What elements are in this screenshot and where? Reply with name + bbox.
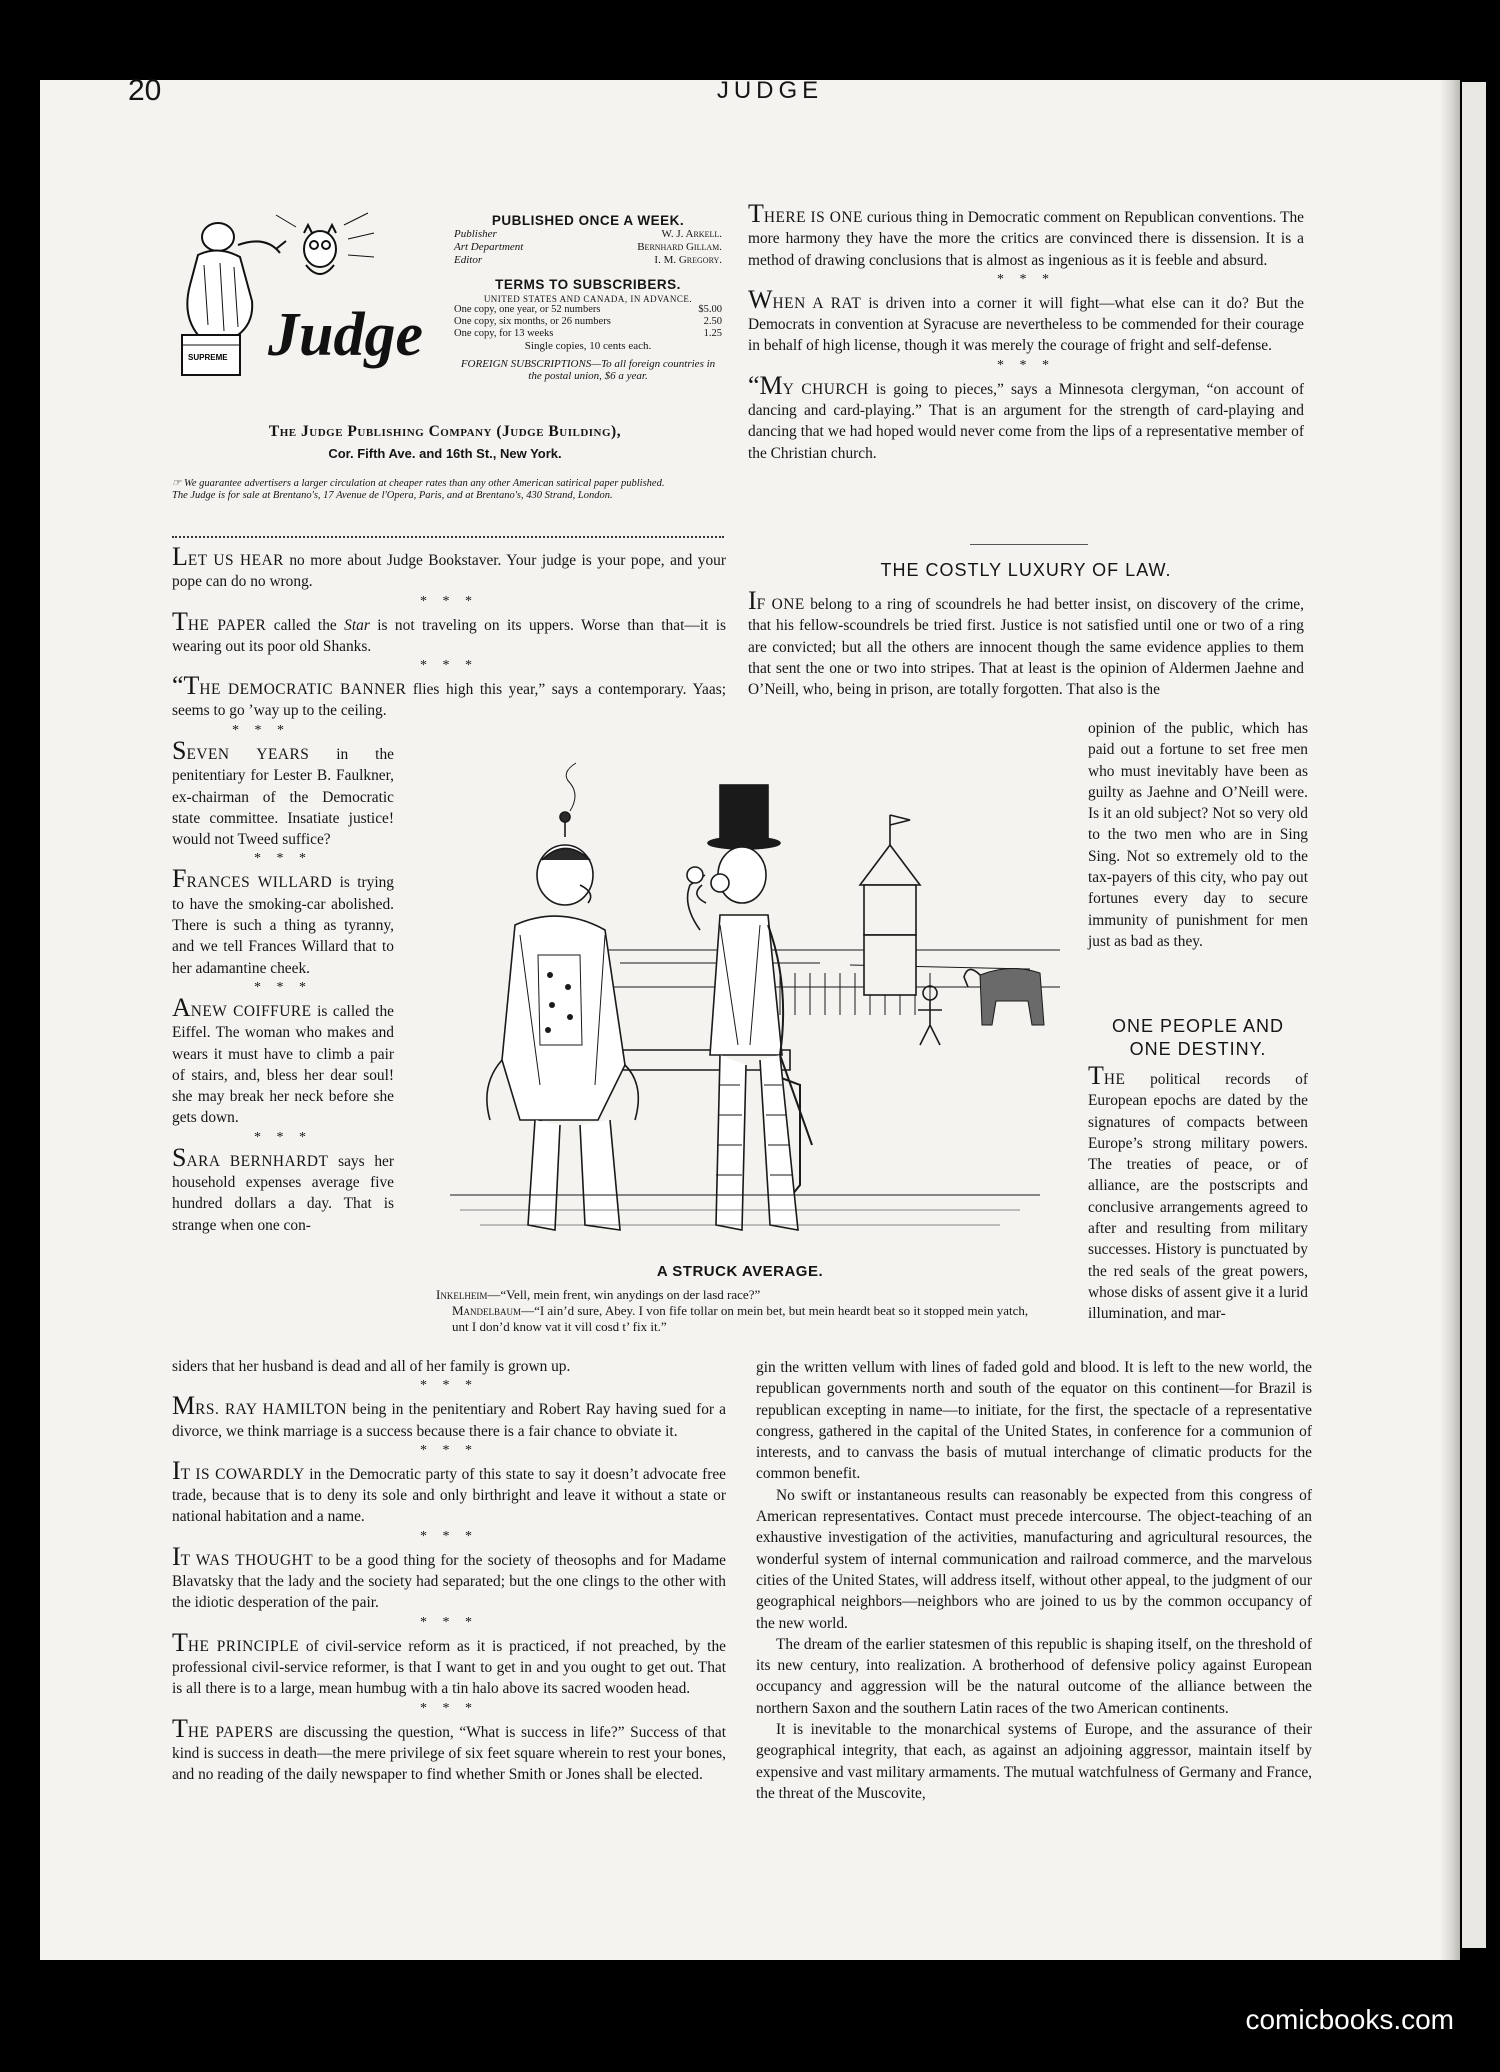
cartoon-caption <box>436 1287 1046 1335</box>
logo-wordmark: Judge <box>268 301 423 369</box>
paragraph-destiny-1: gin the written vellum with lines of faded gold and blood. It is left to the new world, the republican governments north and south of the equator on this continent—for Brazil is republican excepting in name—to initiate, for the first, the spectacle of a representative congress, gathered in the capital of the United States, in conference for a communion of interests, and to canvass the basis of mutual interchange of climatic products for the common benefit. <box>756 1359 1312 1483</box>
paragraph-destiny-3: The dream of the earlier statesmen of this republic is shaping itself, on the threshold of its new century, into realization. A brotherhood of defensive policy against European occupancy and aggression will be the natural outcome of the alliance between the northern Saxon and the southern Latin races of the two American continents. <box>756 1635 1312 1717</box>
publisher-address: Cor. Fifth Ave. and 16th St., New York. <box>328 446 562 461</box>
wavy-rule <box>172 530 724 538</box>
rate-row: One copy, one year, or 52 numbers $5.00 <box>454 304 722 315</box>
staff-row: Art Department Bernhard Gillam. <box>454 241 722 253</box>
advertiser-notice: ☞ We guarantee advertisers a larger circulation at cheaper rates than any other American satirical paper published. The Judge is for sale at Brentano's, 17 Avenue de l'Opera, Paris, and at Brentano's, 430 Strand, London. <box>172 478 665 501</box>
pointing-hand-icon: ☞ <box>172 478 182 489</box>
paragraph-costly-continued: opinion of the public, which has paid out a fortune to set free men who must inevitably have been as guilty as Jaehne and O’Neill were. Is it an old subject? Not so very old to the two men who are in Sing Sing. Not so extremely old to the tax-payers of this city, who pay out fortunes every day to secure immunity of punishment for men just as bad as they. <box>1088 720 1308 950</box>
separator: * * * <box>420 1700 478 1716</box>
publisher-company: The Judge Publishing Company (Judge Building), <box>268 423 622 440</box>
paragraph-harmony: THERE IS ONE curious thing in Democratic comment on Republican conventions. The more harmony they have the more the critics are convinced there is dissension. It is a method of drawing conclusions that is almost as ingenious as it is feeble and absurd. <box>748 199 1304 269</box>
paragraph-success: THE PAPERS are discussing the question, “What is success in life?” Success of that kind is success in death—the mere privilege of six feet square wherein to rest your bones, and no reading of the daily newspaper to find whether Smith or Jones shall be elected. <box>172 1713 726 1784</box>
separator: * * * <box>997 357 1055 373</box>
paragraph-faulkner: SEVEN YEARS in the penitentiary for Lester B. Faulkner, ex-chairman of the Democratic state committee. Insatiate justice! would not Tweed suffice? <box>172 736 394 849</box>
right-column-upper <box>748 199 1304 464</box>
paragraph-star: THE PAPER called the Star is not traveling on its uppers. Worse than that—it is wearing out its poor old Shanks. <box>172 606 726 655</box>
masthead-info <box>454 213 722 382</box>
costly-article <box>748 586 1304 700</box>
separator: * * * <box>232 723 290 738</box>
separator: * * * <box>997 271 1055 287</box>
staff-list <box>454 228 722 267</box>
separator: * * * <box>420 658 478 674</box>
paragraph-hamilton: MRS. RAY HAMILTON being in the penitentiary and Robert Ray having sued for a divorce, we think marriage is a success because there is a fair chance to obviate it. <box>172 1391 726 1440</box>
costly-heading: THE COSTLY LUXURY OF LAW. <box>880 560 1172 580</box>
terms-note: UNITED STATES AND CANADA, IN ADVANCE. <box>483 294 693 304</box>
paragraph-civil-service: THE PRINCIPLE of civil-service reform as it is practiced, if not preached, by the professional civil-service reformer, is that I want to get in and you ought to get out. That is all there is to a large, mean humbug with a tin halo above its sacred wooden head. <box>172 1627 726 1698</box>
destiny-article-body <box>756 1357 1312 1804</box>
section-rule <box>970 544 1088 545</box>
cartoon-illustration <box>420 725 1070 1260</box>
staff-row: Editor I. M. Gregory. <box>454 254 722 266</box>
watermark: comicbooks.com <box>1245 2004 1454 2035</box>
page-number: 20 <box>128 74 162 107</box>
separator: * * * <box>254 851 312 867</box>
page-gutter <box>1440 80 1460 1960</box>
judge-logo <box>168 205 454 405</box>
paragraph-rat: WHEN A RAT is driven into a corner it will fight—what else can it do? But the Democrats in convention at Syracuse are nevertheless to be commended for their courage in behalf of high license, though it was merely the courage of fright and self-defense. <box>748 284 1304 355</box>
terms-title: TERMS TO SUBSCRIBERS. <box>495 277 681 292</box>
supreme-label: SUPREME <box>188 353 228 362</box>
paragraph-banner: “THE DEMOCRATIC BANNER flies high this year,” says a contemporary. Yaas; seems to go ’way up to the ceiling. <box>172 671 726 720</box>
rate-row: One copy, six months, or 26 numbers 2.50 <box>454 316 722 327</box>
destiny-heading: ONE PEOPLE AND ONE DESTINY. <box>1111 1016 1285 1059</box>
caption-line-2: Mandelbaum—“I ain’d sure, Abey. I von fife tollar on mein bet, but mein heardt beat so it stopped mein yatch, unt I don’d know vat it vill cosd t’ fix it.” <box>452 1303 1029 1334</box>
paragraph-costly: IF ONE belong to a ring of scoundrels he had better insist, on discovery of the crime, that his fellow-scoundrels be tried first. Justice is not satisfied until one or two of a ring are convicted; but all the others are innocent though the same evidence applies to them that sent the one or two into stripes. That at least is the opinion of Aldermen Jaehne and O’Neill, who, being in prison, are totally forgotten. That also is the <box>748 586 1304 699</box>
separator: * * * <box>254 979 312 995</box>
foreign-subscriptions: FOREIGN SUBSCRIPTIONS—To all foreign countries in the postal union, $6 a year. <box>460 358 716 382</box>
paragraph-coiffure: ANEW COIFFURE is called the Eiffel. The woman who makes and wears it must have to climb a pair of stairs, and, bless her dear soul! she may break her neck before she gets down. <box>172 992 394 1127</box>
separator: * * * <box>420 1614 478 1630</box>
single-copies: Single copies, 10 cents each. <box>524 340 652 352</box>
narrow-column <box>172 722 394 1236</box>
staff-row: Publisher W. J. Arkell. <box>454 228 722 240</box>
separator: * * * <box>420 1442 478 1458</box>
cartoon-title: A STRUCK AVERAGE. <box>656 1263 824 1280</box>
rate-row: One copy, for 13 weeks 1.25 <box>454 328 722 339</box>
paragraph-bernhardt: SARA BERNHARDT says her household expenses average five hundred dollars a day. That is strange when one con- <box>172 1142 394 1234</box>
paragraph-church: “MY CHURCH is going to pieces,” says a Minnesota clergyman, “on account of dancing and card-playing.” That is an argument for the strength of card-playing and dancing that we had hoped would never come from the lips of a representative member of the Christian church. <box>748 370 1304 462</box>
left-column-lower <box>172 1356 726 1785</box>
costly-article-continued <box>1088 718 1308 952</box>
paragraph-blavatsky: IT WAS THOUGHT to be a good thing for the society of theosophs and for Madame Blavatsky that the lady and the society had separated; but the one clings to the other with the idiotic desperation of the pair. <box>172 1541 726 1612</box>
paragraph-cowardly: IT IS COWARDLY in the Democratic party of this state to say it doesn’t advocate free trade, because that is to deny its sole and only birthright and leave it without a state or national habitation and a name. <box>172 1455 726 1526</box>
adjacent-page-edge <box>1462 82 1486 1948</box>
caption-line-1: Inkelheim—“Vell, mein frent, win anydings on der lasd race?” <box>436 1287 761 1302</box>
paragraph-judge: LET US HEAR no more about Judge Bookstaver. Your judge is your pope, and your pope can do no wrong. <box>172 542 726 591</box>
separator: * * * <box>254 1129 312 1145</box>
running-title: JUDGE <box>716 77 824 104</box>
rates-list <box>454 304 722 340</box>
paragraph-willard: FRANCES WILLARD is trying to have the smoking-car abolished. There is such a thing as tyranny, and we tell Frances Willard that to her adamantine cheek. <box>172 864 394 977</box>
publishing-frequency: PUBLISHED ONCE A WEEK. <box>491 213 685 228</box>
separator: * * * <box>420 1378 478 1394</box>
paragraph-destiny-intro: THE political records of European epochs are dated by the signatures of compacts between Europe’s strong military powers. The treaties of peace, or of alliance, are the postscripts and conclusive arrangements agreed to after and resulting from military successes. History is punctuated by the red seals of the great powers, whose disks of assent give it a lurid illumination, and mar- <box>1088 1061 1308 1323</box>
destiny-article-intro <box>1088 1061 1308 1325</box>
separator: * * * <box>420 593 478 609</box>
paragraph-destiny-4: It is inevitable to the monarchical systems of Europe, and the assurance of their geographical integrity, that each, as against an adjoining aggressor, maintain itself by expensive and vast military armaments. The mutual watchfulness of Germany and France, the threat of the Muscovite, <box>756 1721 1312 1802</box>
left-column-upper <box>172 542 726 722</box>
paragraph-bernhardt-continued: siders that her husband is dead and all of her family is grown up. <box>172 1358 571 1375</box>
paragraph-destiny-2: No swift or instantaneous results can reasonably be expected from this congress of American representatives. Contact must precede intercourse. The object-teaching of an exhaustive investigation of the activities, manufacturing and agricultural resources, the wonderful system of internal communication and railroad commerce, and the marvelous cities of the United States, will address itself, without other appeal, to the judgment of our geographical neighbors—neighbors who are joined to us by the common occupancy of the new world. <box>756 1486 1312 1632</box>
separator: * * * <box>420 1528 478 1544</box>
